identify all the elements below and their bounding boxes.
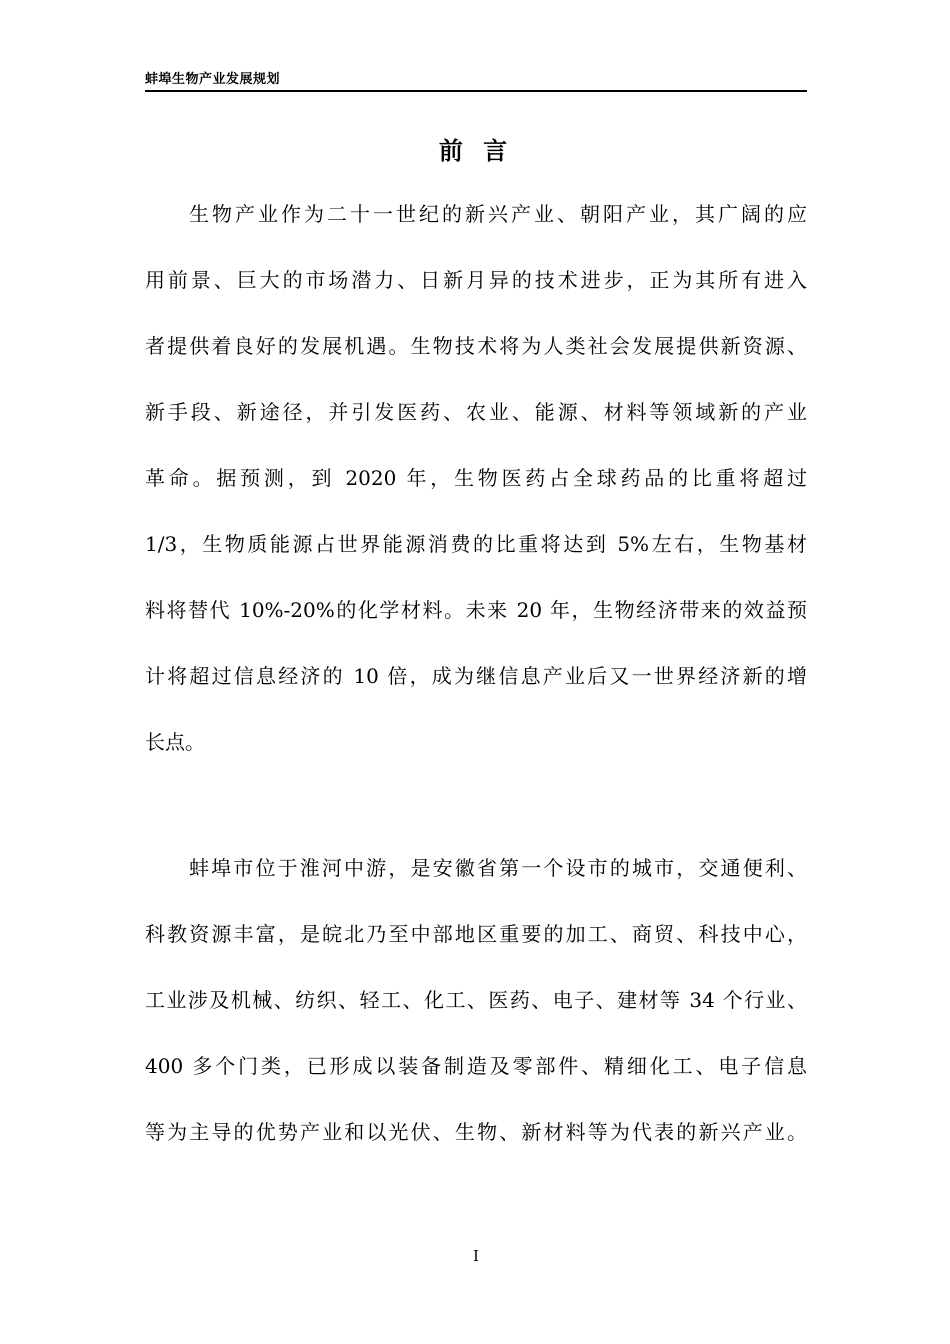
paragraph-line: 料将替代 10%-20%的化学材料。未来 20 年，生物经济带来的效益预 <box>145 598 807 622</box>
paragraph-line: 计将超过信息经济的 10 倍，成为继信息产业后又一世界经济新的增 <box>145 664 807 688</box>
paragraph-line: 者提供着良好的发展机遇。生物技术将为人类社会发展提供新资源、 <box>145 334 807 358</box>
paragraph-line: 1/3，生物质能源占世界能源消费的比重将达到 5%左右，生物基材 <box>145 532 807 556</box>
paragraph-line: 工业涉及机械、纺织、轻工、化工、医药、电子、建材等 34 个行业、 <box>145 988 807 1012</box>
page-number: I <box>473 1247 479 1265</box>
running-header: 蚌埠生物产业发展规划 <box>145 72 807 92</box>
paragraph-line: 等为主导的优势产业和以光伏、生物、新材料等为代表的新兴产业。 <box>145 1120 807 1144</box>
paragraph-line: 革命。据预测，到 2020 年，生物医药占全球药品的比重将超过 <box>145 466 807 490</box>
paragraph-line: 用前景、巨大的市场潜力、日新月异的技术进步，正为其所有进入 <box>145 268 807 292</box>
paragraph-line: 长点。 <box>145 730 205 754</box>
paragraph-line: 400 多个门类，已形成以装备制造及零部件、精细化工、电子信息 <box>145 1054 807 1078</box>
paragraph-1 <box>145 197 807 791</box>
document-title: 前 言 <box>438 137 514 165</box>
paragraph-line: 科教资源丰富，是皖北乃至中部地区重要的加工、商贸、科技中心， <box>145 922 807 946</box>
paragraph-line: 新手段、新途径，并引发医药、农业、能源、材料等领域新的产业 <box>145 400 807 424</box>
paragraph-2 <box>145 851 807 1181</box>
paragraph-line: 生物产业作为二十一世纪的新兴产业、朝阳产业，其广阔的应 <box>189 202 807 226</box>
paragraph-line: 蚌埠市位于淮河中游，是安徽省第一个设市的城市，交通便利、 <box>189 856 807 880</box>
